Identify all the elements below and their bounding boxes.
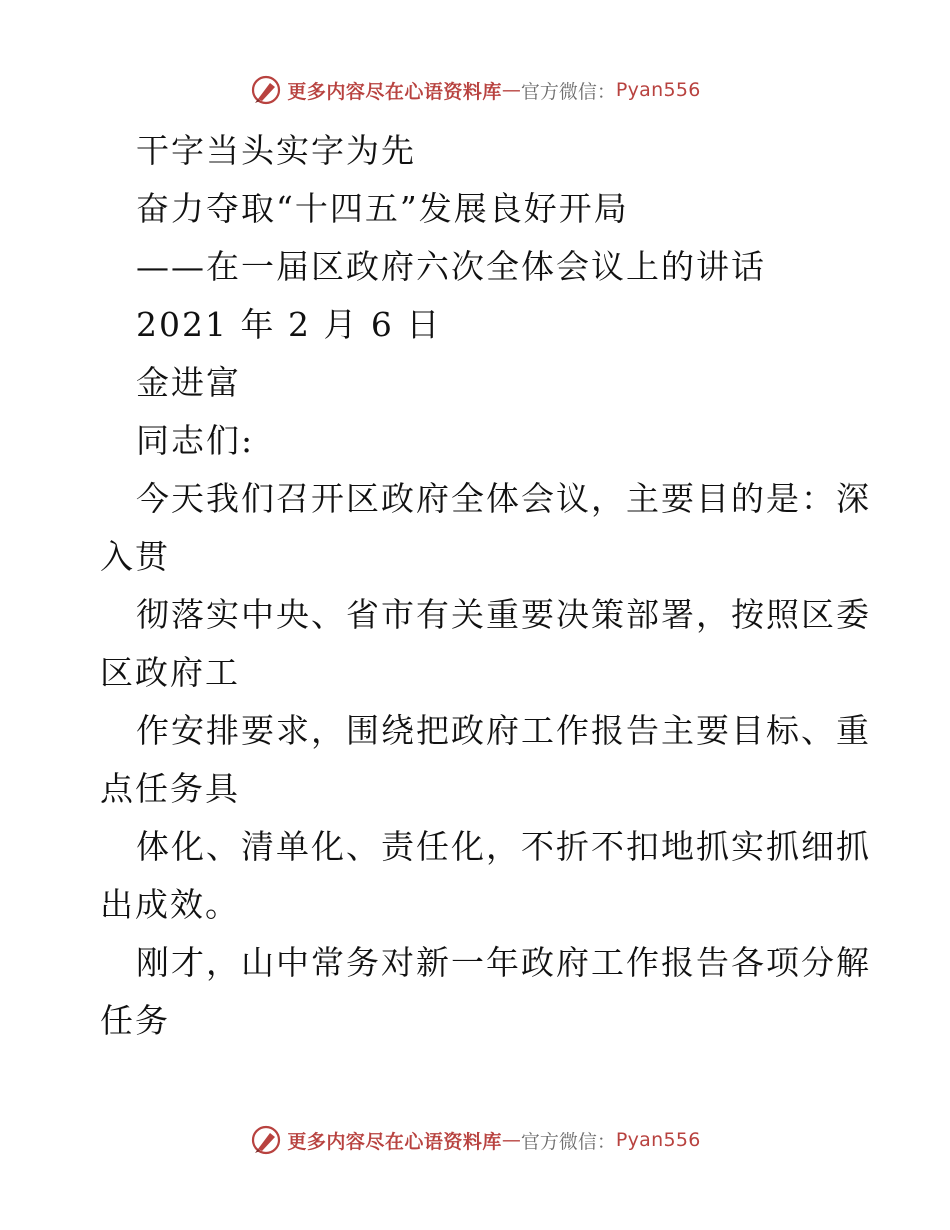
banner-main-text: 更多内容尽在心语资料库 xyxy=(287,80,502,103)
title-line-2: 奋力夺取“十四五”发展良好开局 xyxy=(136,189,629,228)
pen-nib-logo-icon xyxy=(249,1123,283,1157)
banner-id: Pyan556 xyxy=(615,1129,701,1151)
paragraph-4-line-a: 体化、清单化、责任化，不折不扣地抓实抓细抓 xyxy=(136,827,871,866)
subtitle: ——在一届区政府六次全体会议上的讲话 xyxy=(136,247,766,286)
document-body xyxy=(100,122,871,1050)
banner-label: 官方微信： xyxy=(520,1130,616,1153)
paragraph-3-line-b: 点任务具 xyxy=(100,769,240,808)
paragraph-2-line-a: 彻落实中央、省市有关重要决策部署，按照区委 xyxy=(136,595,871,634)
paragraph-1-line-b: 入贯 xyxy=(100,537,170,576)
header-banner xyxy=(0,70,950,110)
banner-separator: — xyxy=(501,1129,521,1151)
date-line: 2021 年 2 月 6 日 xyxy=(136,305,442,344)
banner-label: 官方微信： xyxy=(520,80,616,103)
footer-banner xyxy=(0,1120,950,1160)
paragraph-5-line-b: 任务 xyxy=(100,1001,170,1040)
salutation: 同志们: xyxy=(136,421,255,460)
pen-nib-logo-icon xyxy=(249,73,283,107)
paragraph-4-line-b: 出成效。 xyxy=(100,885,240,924)
paragraph-1-line-a: 今天我们召开区政府全体会议，主要目的是：深 xyxy=(136,479,871,518)
banner-id: Pyan556 xyxy=(615,79,701,101)
banner-main-text: 更多内容尽在心语资料库 xyxy=(287,1130,502,1153)
banner-separator: — xyxy=(501,79,521,101)
paragraph-2-line-b: 区政府工 xyxy=(100,653,240,692)
paragraph-5-line-a: 刚才，山中常务对新一年政府工作报告各项分解 xyxy=(136,943,871,982)
paragraph-3-line-a: 作安排要求，围绕把政府工作报告主要目标、重 xyxy=(136,711,871,750)
title-line-1: 干字当头实字为先 xyxy=(136,131,416,170)
author-line: 金进富 xyxy=(136,363,241,402)
